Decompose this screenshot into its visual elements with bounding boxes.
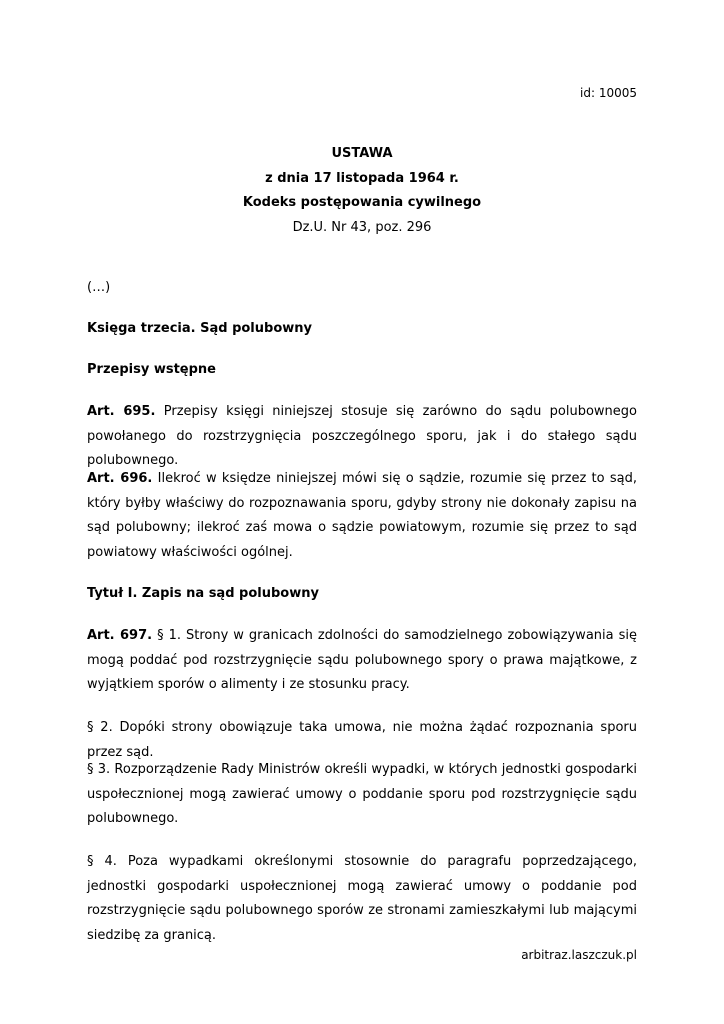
document-id: id: 10005: [580, 86, 637, 100]
section-heading: Przepisy wstępne: [87, 362, 216, 377]
article-697-paragraph-2: § 2. Dopóki strony obowiązuje taka umowa, nie można żądać rozpoznania sporu przez sąd.: [87, 720, 637, 760]
article-label: Art. 695.: [87, 404, 156, 419]
act-date: z dnia 17 listopada 1964 r.: [265, 170, 459, 186]
article-label: Art. 696.: [87, 471, 153, 486]
book-heading: Księga trzecia. Sąd polubowny: [87, 321, 312, 336]
footer-url: arbitraz.laszczuk.pl: [521, 948, 637, 962]
article-697-paragraph-1: [87, 624, 637, 698]
article-695: [87, 400, 637, 474]
article-text: Przepisy księgi niniejszej stosuje się zarówno do sądu polubownego powołanego do rozstrzygnięcia poszczególnego sporu, jak i do stałego sądu polubownego.: [87, 404, 637, 468]
article-text: § 1. Strony w granicach zdolności do samodzielnego zobowiązywania się mogą poddać pod rozstrzygnięcie sądu polubownego spory o prawa majątkowe, z wyjątkiem sporów o alimenty i ze stosunku pracy.: [87, 628, 637, 692]
article-697-paragraph-3: § 3. Rozporządzenie Rady Ministrów określi wypadki, w których jednostki gospodarki uspołecznionej mogą zawierać umowy o poddanie sporu pod rozstrzygnięcie sądu polubownego.: [87, 762, 637, 826]
omission-ellipsis: (…): [87, 280, 111, 295]
article-696: [87, 467, 637, 565]
act-title-block: [0, 142, 724, 240]
article-697-paragraph-4: § 4. Poza wypadkami określonymi stosownie do paragrafu poprzedzającego, jednostki gospodarki uspołecznionej mogą zawierać umowy o poddanie pod rozstrzygnięcie sądu polubownego sporów ze stronami zamieszkałymi lub mającymi siedzibę za granicą.: [87, 854, 637, 943]
act-type: USTAWA: [331, 146, 393, 161]
article-text: Ilekroć w księdze niniejszej mówi się o sądzie, rozumie się przez to sąd, który byłby właściwy do rozpoznawania sporu, gdyby strony nie dokonały zapisu na sąd polubowny; ilekroć zaś mowa o sądzie powiatowym, rozumie się przez to sąd powiatowy właściwości ogólnej.: [87, 471, 637, 560]
title-heading: Tytuł I. Zapis na sąd polubowny: [87, 586, 319, 601]
act-name: Kodeks postępowania cywilnego: [242, 195, 482, 210]
act-journal-reference: Dz.U. Nr 43, poz. 296: [292, 219, 432, 235]
article-label: Art. 697.: [87, 628, 153, 643]
